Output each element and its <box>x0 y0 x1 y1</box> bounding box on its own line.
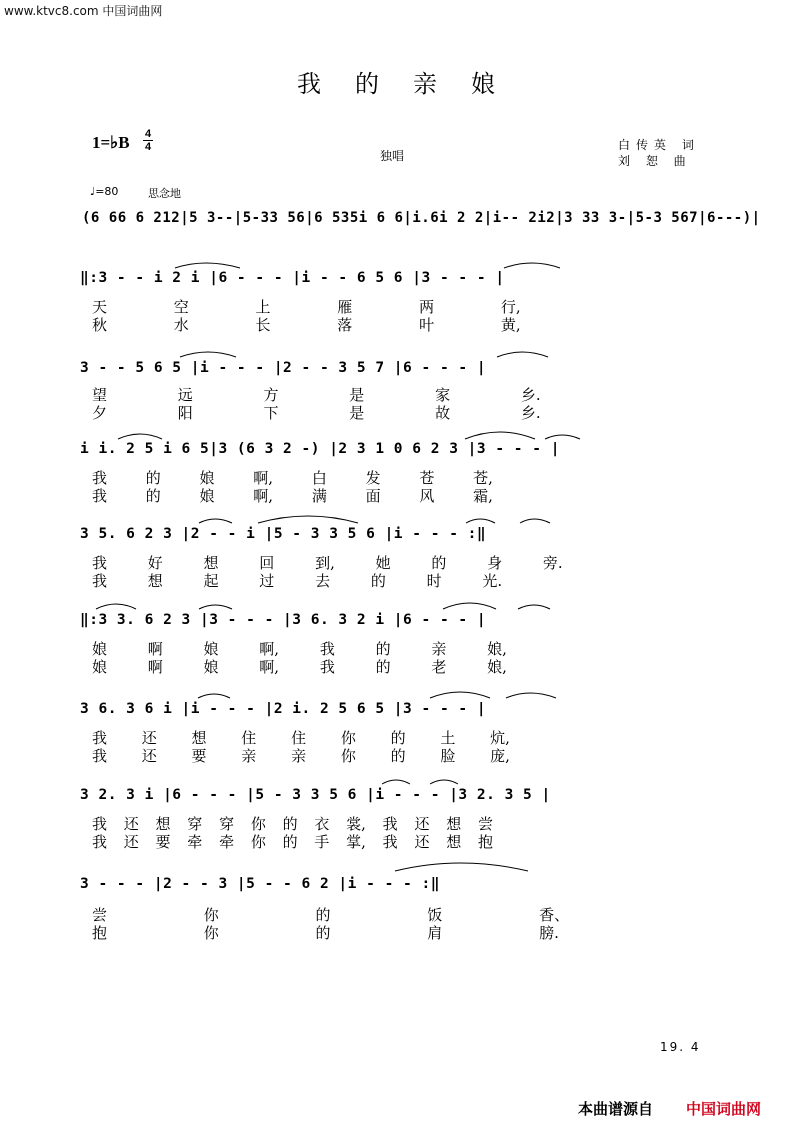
intro-notation: (6 66 6 212|5 3--|5-33 56|6 535i 6 6|i.6i 2 2|i-- 2i2|3 33 3-|5-3 567|6---)| <box>82 210 761 226</box>
system-5-lyrics-verse-2: 娘 啊 娘 啊, 我 的 老 娘, <box>92 658 507 676</box>
system-1-notes: ‖:3 - - i 2 i |6 - - - |i - - 6 5 6 |3 - - - | <box>80 270 505 286</box>
site-watermark: www.ktvc8.com 中国词曲网 <box>4 4 163 18</box>
slur <box>96 604 136 609</box>
slur <box>465 432 535 439</box>
system-3-lyrics-verse-2: 我 的 娘 啊, 满 面 风 霜, <box>92 487 493 505</box>
system-1-lyrics-verse-2: 秋 水 长 落 叶 黄, <box>92 316 521 334</box>
footer-site-label[interactable]: 中国词曲网 <box>686 1100 762 1118</box>
system-3-lyrics-verse-1: 我 的 娘 啊, 白 发 苍 苍, <box>92 469 493 487</box>
slur <box>198 694 230 698</box>
system-4-notes: 3 5. 6 2 3 |2 - - i |5 - 3 3 5 6 |i - - - :‖ <box>80 526 487 542</box>
key-signature: 1=♭B <box>92 133 130 152</box>
system-4-lyrics-verse-1: 我 好 想 回 到, 她 的 身 旁. <box>92 554 563 572</box>
system-6-lyrics-verse-1: 我 还 想 住 住 你 的 土 炕, <box>92 729 510 747</box>
system-1-lyrics-verse-1: 天 空 上 雁 两 行, <box>92 298 521 316</box>
system-7-notes: 3 2. 3 i |6 - - - |5 - 3 3 5 6 |i - - - |3 2. 3 5 | <box>80 787 551 803</box>
system-7-lyrics-verse-1: 我 还 想 穿 穿 你 的 衣 裳, 我 还 想 尝 <box>92 815 493 833</box>
slur <box>504 263 560 268</box>
slur <box>199 605 232 609</box>
slur <box>199 519 232 523</box>
slur <box>430 692 490 698</box>
slur <box>497 352 548 357</box>
system-2-notes: 3 - - 5 6 5 |i - - - |2 - - 3 5 7 |6 - - - | <box>80 360 487 376</box>
system-2-lyrics-verse-1: 望 远 方 是 家 乡. <box>92 386 541 404</box>
system-8-lyrics-verse-1: 尝 你 的 饭 香、 <box>92 906 570 924</box>
credits <box>618 137 700 169</box>
footer-source-label: 本曲谱源自 <box>578 1100 654 1118</box>
system-7-lyrics-verse-2: 我 还 要 牵 牵 你 的 手 掌, 我 还 想 抱 <box>92 833 493 851</box>
time-signature-top: 4 <box>144 128 152 140</box>
slur <box>180 352 236 357</box>
system-3-notes: i i. 2 5 i 6 5|3 (6 3 2 -) |2 3 1 0 6 2 3 |3 - - - | <box>80 441 560 457</box>
system-6-lyrics-verse-2: 我 还 要 亲 亲 你 的 脸 庞, <box>92 747 510 765</box>
tempo-marking: ♩=80 <box>90 185 119 198</box>
system-5-lyrics-verse-1: 娘 啊 娘 啊, 我 的 亲 娘, <box>92 640 507 658</box>
slur <box>506 693 556 698</box>
system-8-lyrics-verse-2: 抱 你 的 肩 膀. <box>92 924 559 942</box>
composer-credit: 刘 恕 曲 <box>618 154 692 168</box>
time-signature-bottom: 4 <box>144 141 152 153</box>
performance-type: 独唱 <box>380 149 405 163</box>
page-number: 19. 4 <box>660 1040 701 1054</box>
system-4-lyrics-verse-2: 我 想 起 过 去 的 时 光. <box>92 572 503 590</box>
slur <box>430 780 458 784</box>
system-8-notes: 3 - - - |2 - - 3 |5 - - 6 2 |i - - - :‖ <box>80 876 440 892</box>
expression-marking: 思念地 <box>148 187 181 200</box>
system-6-notes: 3 6. 3 6 i |i - - - |2 i. 2 5 6 5 |3 - - - | <box>80 701 487 717</box>
slur <box>118 434 162 439</box>
slur <box>520 519 550 523</box>
system-2-lyrics-verse-2: 夕 阳 下 是 故 乡. <box>92 404 541 422</box>
lyricist-credit: 白传英 词 <box>618 138 700 152</box>
system-5-notes: ‖:3 3. 6 2 3 |3 - - - |3 6. 3 2 i |6 - - - | <box>80 612 487 628</box>
slur <box>545 435 580 439</box>
slur <box>382 780 410 784</box>
slur <box>175 263 240 268</box>
time-signature <box>143 128 153 153</box>
slur <box>395 863 528 871</box>
slur <box>518 605 550 609</box>
song-title: 我的亲娘 <box>297 70 529 98</box>
slur <box>258 516 358 523</box>
slur <box>466 519 495 523</box>
slur <box>443 603 496 609</box>
